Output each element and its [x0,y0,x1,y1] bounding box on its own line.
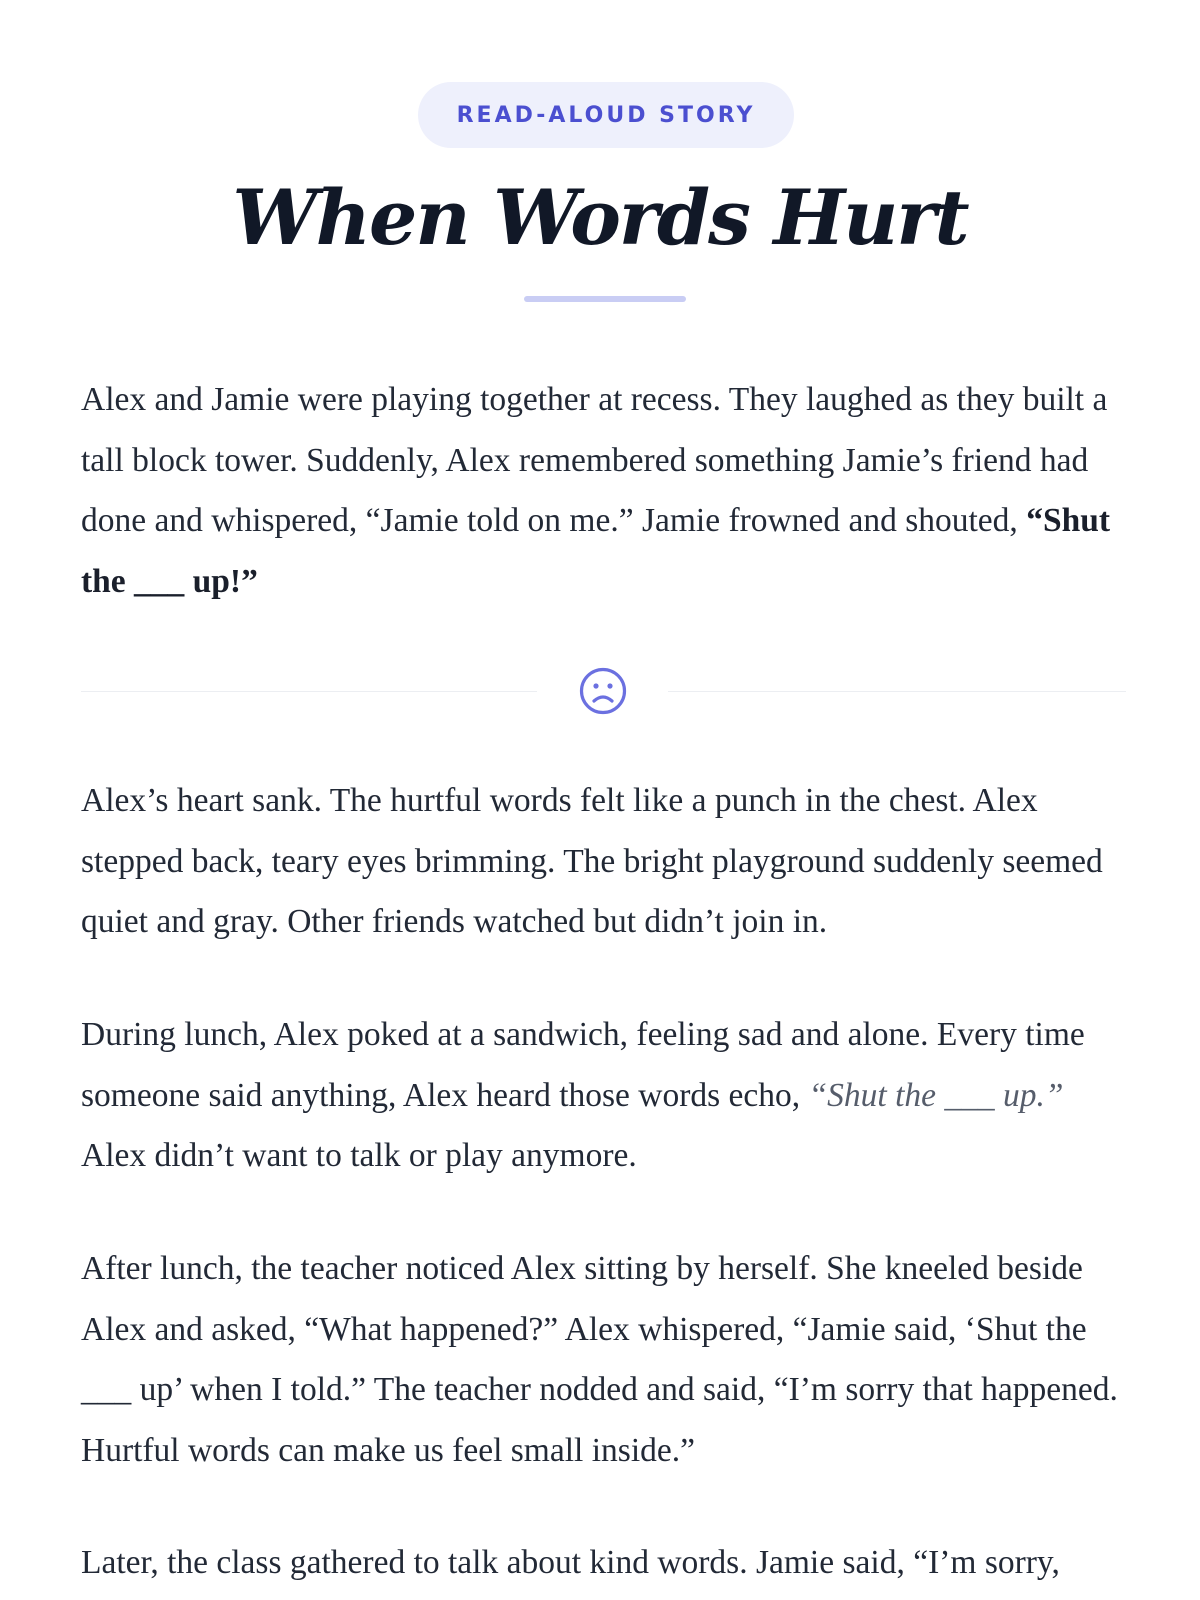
paragraph-3-echo: “Shut the ___ up.” [808,1076,1064,1114]
story-paragraph-1 [81,370,1133,612]
story-title: When Words Hurt [232,173,968,262]
story-type-badge: READ-ALOUD STORY [418,82,794,148]
story-paragraph-3 [81,1005,1133,1187]
story-paragraph-2: Alex’s heart sank. The hurtful words felt like a punch in the chest. Alex stepped back, teary eyes brimming. The bright playground suddenly seemed quiet and gray. Other friends watched but didn’t join in. [81,782,1103,940]
paragraph-3-text: During lunch, Alex poked at a sandwich, feeling sad and alone. Every time someone said anything, Alex heard those words echo, [81,1016,1085,1114]
paragraph-3-text-end: Alex didn’t want to talk or play anymore. [81,1137,637,1174]
paragraph-1-shout: “Shut the ___ up!” [81,502,1110,600]
divider-line-right [668,691,1126,692]
title-underline [524,296,686,302]
sad-face-icon [578,666,628,716]
paragraph-1-text: Alex and Jamie were playing together at recess. They laughed as they built a tall block tower. Suddenly, Alex remembered something Jamie’s friend had done and whispered, “Jamie told on me.” Jamie frowned and shouted, [81,381,1108,539]
story-paragraph-4: After lunch, the teacher noticed Alex sitting by herself. She kneeled beside Alex and asked, “What happened?” Alex whispered, “Jamie said, ‘Shut the ___ up’ when I told.” The teacher nodded and said, “I’m sorry that happened. Hurtful words can make us feel small inside.” [81,1250,1118,1469]
story-paragraph-5: Later, the class gathered to talk about kind words. Jamie said, “I’m sorry, [81,1544,1060,1581]
divider-line-left [81,691,537,692]
